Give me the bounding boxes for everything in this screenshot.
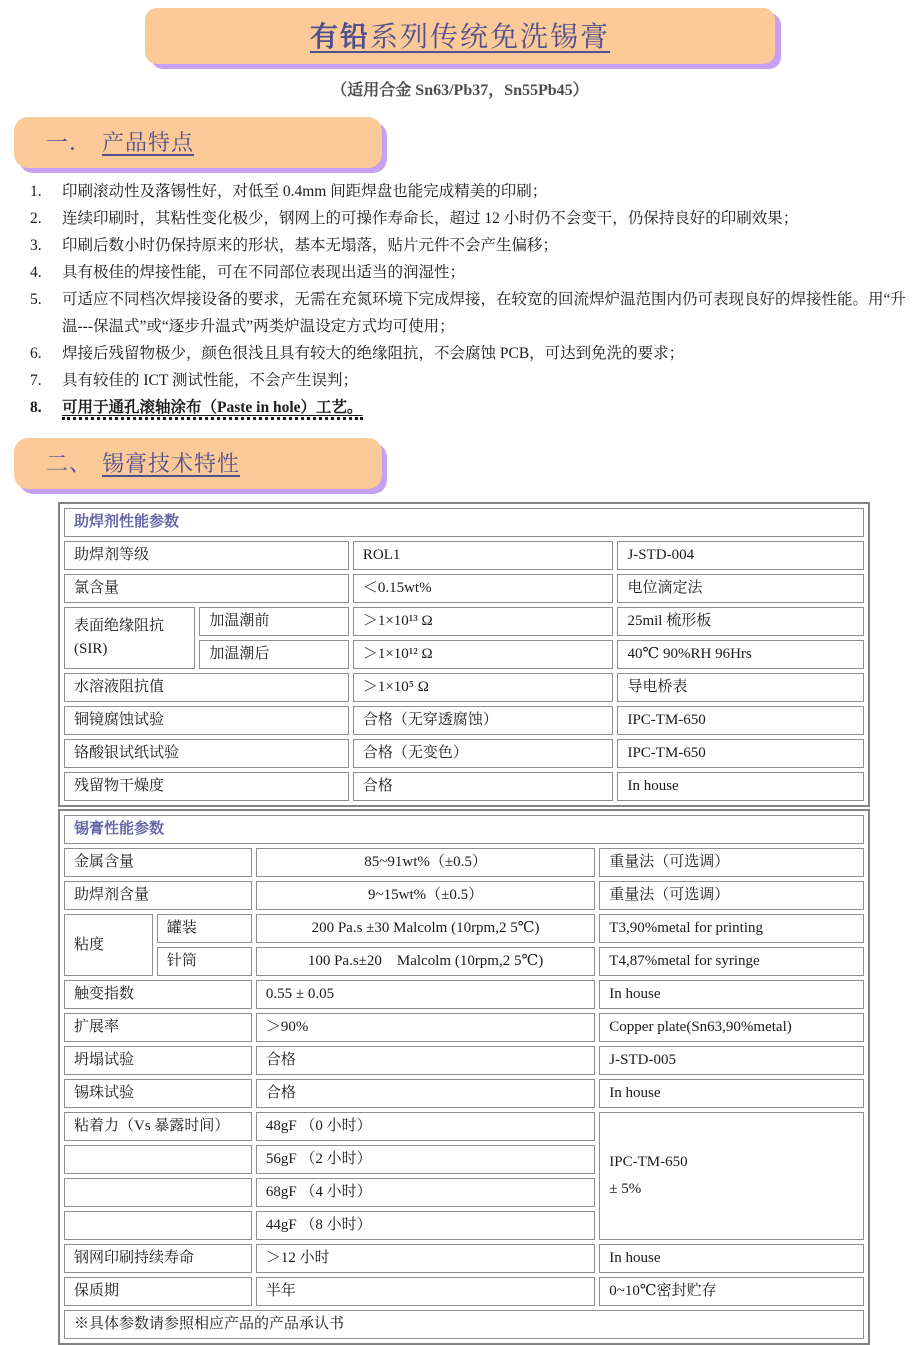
spec-cell-method: 导电桥表 <box>617 673 864 702</box>
spec-cell-value: 56gF （2 小时） <box>256 1145 595 1174</box>
document-page <box>0 8 920 1332</box>
spec-cell-method: 40℃ 90%RH 96Hrs <box>617 640 864 669</box>
spec-cell-value: 合格（无变色） <box>353 739 614 768</box>
feature-text: 印刷滚动性及落锡性好，对低至 0.4mm 间距焊盘也能完成精美的印刷； <box>62 183 548 200</box>
spec-cell-sublabel: 加温潮前 <box>199 607 349 636</box>
feature-number: 5. <box>30 291 42 308</box>
flux-table <box>58 502 870 807</box>
table-row <box>64 1244 864 1273</box>
spec-cell-method: IPC-TM-650 <box>617 706 864 735</box>
feature-item <box>30 394 914 421</box>
spec-cell-value: 9~15wt%（±0.5） <box>256 881 595 910</box>
section2-heading <box>46 451 240 476</box>
spec-cell-label: 铬酸银试纸试验 <box>64 739 349 768</box>
table-row <box>64 1046 864 1075</box>
feature-number: 7. <box>30 372 42 389</box>
spec-cell-value: ＜0.15wt% <box>353 574 614 603</box>
spec-cell-label-viscosity: 粘度 <box>64 914 153 976</box>
spec-cell-value: 半年 <box>256 1277 595 1306</box>
spec-cell-method: T4,87%metal for syringe <box>599 947 864 976</box>
spec-cell-label: 坍塌试验 <box>64 1046 252 1075</box>
spec-cell-value: 85~91wt%（±0.5） <box>256 848 595 877</box>
spec-cell-method: In house <box>599 1244 864 1273</box>
feature-number: 8. <box>30 399 42 416</box>
spec-cell-value: ＞1×10¹² Ω <box>353 640 614 669</box>
spec-tables <box>58 502 920 1345</box>
section2-prefix: 二、 <box>46 451 93 476</box>
feature-text: 具有极佳的焊接性能，可在不同部位表现出适当的润湿性； <box>62 264 466 281</box>
table-row <box>64 1277 864 1306</box>
spec-cell-value: 100 Pa.s±20 Malcolm (10rpm,2 5℃) <box>256 947 595 976</box>
spec-cell-method: Copper plate(Sn63,90%metal) <box>599 1013 864 1042</box>
spec-cell-method: IPC-TM-650 <box>617 739 864 768</box>
spec-cell-label: 氯含量 <box>64 574 349 603</box>
feature-text: 焊接后残留物极少，颜色很浅且具有较大的绝缘阻抗，不会腐蚀 PCB，可达到免洗的要求； <box>62 345 685 362</box>
page-title-lead: 有铅 <box>309 22 370 53</box>
table-row <box>64 739 864 768</box>
spec-cell-value: 合格 <box>256 1079 595 1108</box>
feature-text: 可适应不同档次焊接设备的要求，无需在充氮环境下完成焊接，在较宽的回流焊炉温范围内仍可表现良好的焊接性能。用“升温---保温式”或“逐步升温式”两类炉温设定方式均可使用； <box>62 291 906 335</box>
spec-cell-label: 助焊剂含量 <box>64 881 252 910</box>
spec-cell-value: 合格 <box>256 1046 595 1075</box>
table-row <box>64 881 864 910</box>
spec-cell-method: 电位滴定法 <box>617 574 864 603</box>
spec-cell-label: 触变指数 <box>64 980 252 1009</box>
spec-cell-method: J-STD-004 <box>617 541 864 570</box>
table-row <box>64 947 864 976</box>
spec-cell-value: 合格 <box>353 772 614 801</box>
table-row <box>64 508 864 537</box>
spec-cell-value: ＞1×10⁵ Ω <box>353 673 614 702</box>
spec-cell-method-tack <box>599 1112 864 1240</box>
flux-table-header: 助焊剂性能参数 <box>64 508 864 537</box>
spec-cell-value: ＞12 小时 <box>256 1244 595 1273</box>
spec-cell-sublabel: 罐装 <box>157 914 252 943</box>
table-row <box>64 815 864 844</box>
table-row <box>64 607 864 636</box>
spec-cell-label-empty <box>64 1211 252 1240</box>
spec-cell-label: 保质期 <box>64 1277 252 1306</box>
spec-cell-method: T3,90%metal for printing <box>599 914 864 943</box>
spec-cell-method: 0~10℃密封贮存 <box>599 1277 864 1306</box>
section1-title: 产品特点 <box>102 130 195 155</box>
spec-cell-value: 48gF （0 小时） <box>256 1112 595 1141</box>
sir-label-line2: (SIR) <box>74 641 108 657</box>
table-row <box>64 914 864 943</box>
section1-banner <box>14 117 382 168</box>
feature-item <box>30 259 914 286</box>
spec-cell-value: ROL1 <box>353 541 614 570</box>
spec-cell-label: 水溶液阻抗值 <box>64 673 349 702</box>
spec-cell-value: 0.55 ± 0.05 <box>256 980 595 1009</box>
page-title <box>310 22 610 53</box>
table-row <box>64 706 864 735</box>
table-row <box>64 541 864 570</box>
spec-cell-value: ＞90% <box>256 1013 595 1042</box>
table-row <box>64 1112 864 1141</box>
sir-label-line1: 表面绝缘阻抗 <box>74 618 165 634</box>
table-row <box>64 1079 864 1108</box>
feature-text: 具有较佳的 ICT 测试性能，不会产生误判； <box>62 372 358 389</box>
spec-cell-method: J-STD-005 <box>599 1046 864 1075</box>
feature-item <box>30 286 914 340</box>
spec-cell-method: In house <box>617 772 864 801</box>
feature-number: 2. <box>30 210 42 227</box>
feature-number: 3. <box>30 237 42 254</box>
section1-prefix: 一． <box>46 130 93 155</box>
spec-cell-method: In house <box>599 1079 864 1108</box>
title-banner <box>145 8 775 64</box>
table-row <box>64 1310 864 1339</box>
spec-cell-sublabel: 针筒 <box>157 947 252 976</box>
spec-cell-label: 铜镜腐蚀试验 <box>64 706 349 735</box>
section2-banner <box>14 438 382 489</box>
tack-method-line2: ± 5% <box>609 1181 642 1197</box>
paste-table <box>58 809 870 1345</box>
feature-text: 连续印刷时，其粘性变化极少，钢网上的可操作寿命长，超过 12 小时仍不会变干，仍保持良好的印刷效果； <box>62 210 799 227</box>
table-row <box>64 980 864 1009</box>
feature-item <box>30 205 914 232</box>
table-footnote: ※具体参数请参照相应产品的产品承认书 <box>64 1310 864 1339</box>
spec-cell-method: 重量法（可选调） <box>599 881 864 910</box>
spec-cell-label: 金属含量 <box>64 848 252 877</box>
spec-cell-label: 钢网印刷持续寿命 <box>64 1244 252 1273</box>
spec-cell-method: 重量法（可选调） <box>599 848 864 877</box>
spec-cell-value: 44gF （8 小时） <box>256 1211 595 1240</box>
page-title-rest: 系列传统免洗锡膏 <box>370 22 611 53</box>
feature-text <box>62 394 363 421</box>
spec-cell-label-sir <box>64 607 195 669</box>
spec-cell-method: In house <box>599 980 864 1009</box>
feature-list <box>30 178 914 421</box>
feature-number: 1. <box>30 183 42 200</box>
feature-item <box>30 340 914 367</box>
spec-cell-label: 锡珠试验 <box>64 1079 252 1108</box>
spec-cell-label: 助焊剂等级 <box>64 541 349 570</box>
spec-cell-label-empty <box>64 1145 252 1174</box>
spec-cell-label: 残留物干燥度 <box>64 772 349 801</box>
table-row <box>64 673 864 702</box>
table-row <box>64 848 864 877</box>
spec-cell-value: 合格（无穿透腐蚀） <box>353 706 614 735</box>
table-row <box>64 574 864 603</box>
paste-table-header: 锡膏性能参数 <box>64 815 864 844</box>
spec-cell-value: 200 Pa.s ±30 Malcolm (10rpm,2 5℃) <box>256 914 595 943</box>
feature-number: 6. <box>30 345 42 362</box>
spec-cell-value: 68gF （4 小时） <box>256 1178 595 1207</box>
feature-number: 4. <box>30 264 42 281</box>
spec-cell-label: 粘着力（Vs 暴露时间） <box>64 1112 252 1141</box>
feature-item <box>30 232 914 259</box>
spec-cell-label-empty <box>64 1178 252 1207</box>
tack-method-line1: IPC-TM-650 <box>609 1154 688 1170</box>
spec-cell-sublabel: 加温潮后 <box>199 640 349 669</box>
table-row <box>64 772 864 801</box>
spec-cell-value: ＞1×10¹³ Ω <box>353 607 614 636</box>
section2-title: 锡膏技术特性 <box>102 451 241 476</box>
table-row <box>64 1013 864 1042</box>
spec-cell-label: 扩展率 <box>64 1013 252 1042</box>
feature-item <box>30 367 914 394</box>
subtitle: （适用合金 Sn63/Pb37，Sn55Pb45） <box>331 82 589 99</box>
feature-text-emphasis: 可用于通孔滚轴涂布（Paste in hole）工艺。 <box>62 399 363 420</box>
feature-item <box>30 178 914 205</box>
section1-heading <box>46 130 194 155</box>
feature-text: 印刷后数小时仍保持原来的形状，基本无塌落，贴片元件不会产生偏移； <box>62 237 559 254</box>
spec-cell-method: 25mil 梳形板 <box>617 607 864 636</box>
